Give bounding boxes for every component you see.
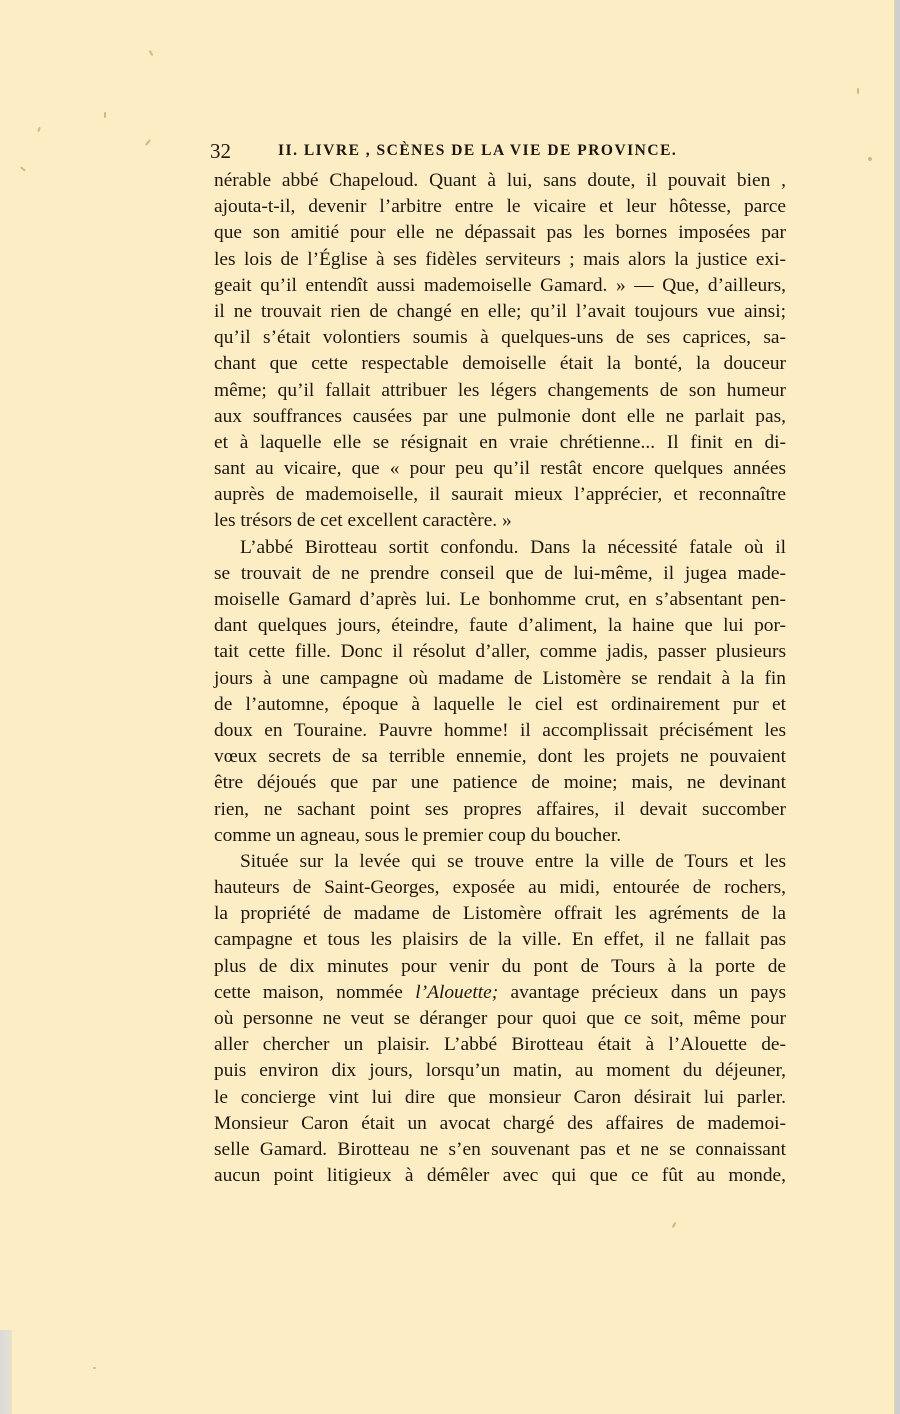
paper-fleck [857,88,859,94]
text-line: jours à une campagne où madame de Listomère se rendait à la fin [214,667,786,689]
text-line: rien, ne sachant point ses propres affaires, il devait succomber [214,798,786,820]
text-line: selle Gamard. Birotteau ne s’en souvenant pas et ne se connaissant [214,1138,786,1160]
text-line: doux en Touraine. Pauvre homme! il accomplissait précisément les [214,719,786,741]
scan-edge-shadow [0,1330,12,1414]
text-line: où personne ne veut se déranger pour quoi que ce soit, même pour [214,1008,786,1029]
text-line: nérable abbé Chapeloud. Quant à lui, sans doute, il pouvait bien , [214,170,786,191]
text-line: les lois de l’Église à ses fidèles serviteurs ; mais alors la justice exi- [214,248,786,270]
paper-fleck [868,157,872,161]
paper-fleck [145,139,151,146]
text-line: dant quelques jours, éteindre, faute d’aliment, la haine que lui por- [214,615,786,637]
paragraph-1 [214,168,786,535]
text-line: que son amitié pour elle ne dépassait pas les bornes imposées par [214,222,786,244]
paper-fleck [149,50,154,56]
text-line: moiselle Gamard d’après lui. Le bonhomme crut, en s’absentant pen- [214,589,786,610]
paragraph-2 [214,535,786,849]
text-line: campagne et tous les plaisirs de la ville. En effet, il ne fallait pas [214,929,786,951]
body-text [214,168,786,1189]
text-line: puis environ dix jours, lorsqu’un matin, au moment du déjeuner, [214,1060,786,1082]
text-line: aucun point litigieux à démêler avec qui que ce fût au monde, [214,1165,786,1187]
text-line: Monsieur Caron était un avocat chargé des affaires de mademoi- [214,1112,786,1134]
text-line: ajouta-t-il, devenir l’arbitre entre le vicaire et leur hôtesse, parce [214,196,786,218]
paragraph-3 [214,849,786,1189]
text-line: chant que cette respectable demoiselle était la bonté, la douceur [214,353,786,375]
paper-fleck [93,1367,96,1369]
text-line: vœux secrets de sa terrible ennemie, dont les projets ne pouvaient [214,746,786,768]
paper-fleck [672,1222,677,1228]
text-line: se trouvait de ne prendre conseil que de lui-même, il jugea made- [214,562,786,584]
text-line: les trésors de cet excellent caractère. » [214,510,512,532]
running-header [210,139,790,167]
text-line: de l’automne, époque à laquelle le ciel est ordinairement pur et [214,693,786,715]
paper-fleck [104,112,106,118]
text-line: plus de dix minutes pour venir du pont de Tours à la porte de [214,955,786,977]
text-line: comme un agneau, sous le premier coup du boucher. [214,824,622,846]
text-line: il ne trouvait rien de changé en elle; qu’il l’avait toujours vue ainsi; [214,300,786,322]
text-line: et à laquelle elle se résignait en vraie chrétienne... Il finit en di- [214,431,786,453]
text-line: la propriété de madame de Listomère offrait les agréments de la [214,903,786,925]
text-line: le concierge vint lui dire que monsieur Caron désirait lui parler. [214,1086,786,1108]
text-line: L’abbé Birotteau sortit confondu. Dans la nécessité fatale où il [240,536,786,558]
text-line: hauteurs de Saint-Georges, exposée au midi, entourée de rochers, [214,877,786,899]
text-line: même; qu’il fallait attribuer les légers changements de son humeur [214,379,786,401]
text-line: auprès de mademoiselle, il saurait mieux l’apprécier, et reconnaître [214,484,786,506]
paper-fleck [20,166,26,171]
running-head-title: II. LIVRE , SCÈNES DE LA VIE DE PROVINCE. [278,142,678,159]
house-name-italic: l’Alouette; [415,981,499,1003]
text-line: être déjoués que par une patience de moine; mais, ne devinant [214,772,786,794]
text-line-with-italic [214,980,786,1006]
text-line: sant au vicaire, que « pour peu qu’il restât encore quelques années [214,458,786,480]
page-number: 32 [210,139,231,163]
text-line: aller chercher un plaisir. L’abbé Birotteau était à l’Alouette de- [214,1034,786,1056]
text-line: qu’il s’était volontiers soumis à quelques-uns de ses caprices, sa- [214,327,786,349]
text-span: cette maison, nommée [214,981,416,1003]
text-span: avantage précieux dans un pays [498,981,786,1003]
paper-fleck [37,127,41,132]
text-line: aux souffrances causées par une pulmonie dont elle ne parlait pas, [214,405,786,427]
text-line: geait qu’il entendît aussi mademoiselle Gamard. » — Que, d’ailleurs, [214,274,786,296]
text-line: tait cette fille. Donc il résolut d’aller, comme jadis, passer plusieurs [214,641,786,663]
text-line: Située sur la levée qui se trouve entre la ville de Tours et les [240,850,786,872]
